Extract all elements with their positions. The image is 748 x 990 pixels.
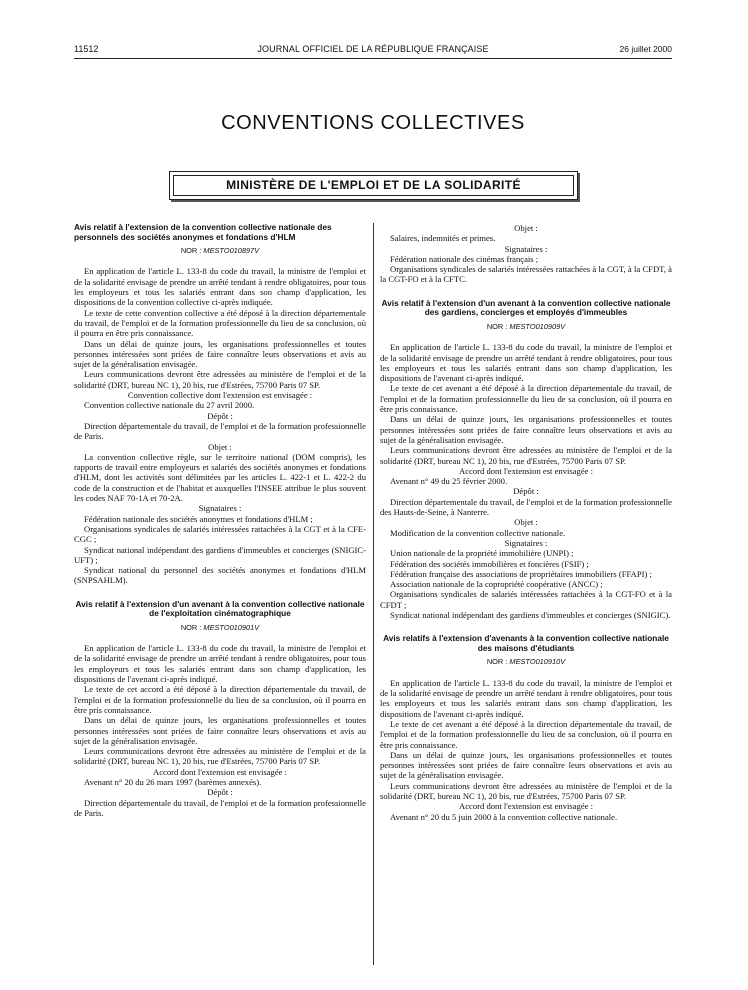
paragraph: Direction départementale du travail, de l'emploi et de la formation professionnelle de Paris. bbox=[74, 420, 366, 442]
signatory: Association nationale de la copropriété coopérative (ANCC) ; bbox=[390, 579, 603, 590]
notice-title: Avis relatifs à l'extension d'avenants à la convention collective nationale des maisons d'étudiants bbox=[383, 633, 669, 653]
paragraph: Le texte de cet accord a été déposé à la direction départementale du travail, de l'emploi et de la formation professionnelle du lieu de sa conclusion, où il pourra en être pris connaissance. bbox=[74, 684, 366, 715]
nor-reference: NOR : MESTO010897V bbox=[180, 246, 260, 256]
subheading: Objet : bbox=[514, 517, 538, 528]
ministry-box bbox=[169, 171, 578, 200]
subheading: Signataires : bbox=[504, 537, 548, 548]
paragraph: Dans un délai de quinze jours, les organisations professionnelles et toutes personnes intéressées sont priées de faire connaître leurs observations et avis au sujet de la généralisation envisagée. bbox=[74, 338, 366, 370]
subheading: Signataires : bbox=[198, 503, 242, 514]
paragraph: Leurs communications devront être adressées au ministère de l'emploi et de la solidarité (DRT, bureau NC 1), 20 bis, rue d'Estrées, 75700 Paris 07 SP. bbox=[74, 746, 366, 767]
signatory: Syndicat national indépendant des gardiens d'immeubles et concierges (SNIGIC). bbox=[390, 609, 671, 620]
subheading: Signataires : bbox=[504, 243, 548, 254]
signatory: Organisations syndicales de salariés intéressées rattachées à la CGT, à la CFDT, à la CGT-FO et à la CFTC. bbox=[380, 264, 672, 285]
section-title: CONVENTIONS COLLECTIVES bbox=[221, 112, 525, 134]
paragraph: Leurs communications devront être adressées au ministère de l'emploi et de la solidarité (DRT, bureau NC 1), 20 bis, rue d'Estrées, 75700 Paris 07 SP. bbox=[74, 369, 366, 390]
signatory: Fédération des sociétés immobilières et foncières (FSIF) ; bbox=[390, 558, 589, 569]
paragraph: Avenant n° 20 du 5 juin 2000 à la convention collective nationale. bbox=[390, 811, 618, 822]
column-left bbox=[74, 223, 366, 818]
subheading: Dépôt : bbox=[207, 410, 233, 421]
subheading: Accord dont l'extension est envisagée : bbox=[459, 801, 593, 812]
paragraph: Leurs communications devront être adressées au ministère de l'emploi et de la solidarité (DRT, bureau NC 1), 20 bis, rue d'Estrées, 75700 Paris 07 SP. bbox=[380, 445, 672, 466]
issue-date: 26 juillet 2000 bbox=[619, 44, 672, 54]
paragraph: Salaires, indemnités et primes. bbox=[390, 233, 496, 244]
subheading: Accord dont l'extension est envisagée : bbox=[459, 465, 593, 476]
subheading: Objet : bbox=[208, 441, 232, 452]
notice-title: Avis relatif à l'extension d'un avenant à la convention collective nationale des gardiens, concierges et employés d'immeubles bbox=[381, 297, 671, 318]
paragraph: Convention collective nationale du 27 avril 2000. bbox=[84, 400, 255, 411]
signatory: Fédération nationale des sociétés anonymes et fondations d'HLM ; bbox=[84, 513, 313, 524]
paragraph: En application de l'article L. 133-8 du code du travail, la ministre de l'emploi et de la solidarité envisage de prendre un arrêté tendant à rendre obligatoires, pour tous les employeurs et tous les salariés entrant dans son champ d'application, les dispositions de l'avenant ci-après indiqué. bbox=[74, 643, 366, 685]
paragraph: Avenant n° 49 du 25 février 2000. bbox=[390, 476, 508, 487]
page-number: 11512 bbox=[74, 44, 99, 54]
subheading: Dépôt : bbox=[207, 787, 233, 798]
paragraph: La convention collective règle, sur le territoire national (DOM compris), les rapports de travail entre employeurs et salariés des sociétés anonymes et fondations d'HLM, dont les activités sont délimitées par les articles L. 422-1 et L. 422-2 du code de la construction et de l'habitat et auxquelles l'INSEE attribue le plus souvent les codes NAF 70-1A et 70-2A. bbox=[74, 451, 366, 504]
header-rule bbox=[74, 58, 672, 59]
paragraph: Dans un délai de quinze jours, les organisations professionnelles et toutes personnes intéressées sont priées de faire connaître leurs observations et avis au sujet de la généralisation envisagée. bbox=[380, 749, 672, 781]
nor-reference: NOR : MESTO010901V bbox=[180, 622, 260, 632]
paragraph: Leurs communications devront être adressées au ministère de l'emploi et de la solidarité (DRT, bureau NC 1), 20 bis, rue d'Estrées, 75700 Paris 07 SP. bbox=[380, 780, 672, 802]
paragraph: Le texte de cet avenant a été déposé à la direction départementale du travail, de l'emploi et de la formation professionnelle du lieu de sa conclusion, où il pourra en être pris connaissance. bbox=[380, 718, 672, 750]
nor-reference: NOR : MESTO010909V bbox=[486, 321, 566, 331]
signatory: Union nationale de la propriété immobilière (UNPI) ; bbox=[390, 548, 574, 559]
signatory: Fédération nationale des cinémas français ; bbox=[390, 253, 539, 264]
paragraph: Dans un délai de quinze jours, les organisations professionnelles et toutes personnes intéressées sont priées de faire connaître leurs observations et avis au sujet de la généralisation envisagée. bbox=[380, 414, 672, 445]
paragraph: Le texte de cette convention collective a été déposé à la direction départementale du travail, de l'emploi et de la formation professionnelle du lieu de sa conclusion, où il pourra en être pris connaissance. bbox=[74, 307, 366, 339]
paragraph: En application de l'article L. 133-8 du code du travail, la ministre de l'emploi et de la solidarité envisage de prendre un arrêté tendant à rendre obligatoires, pour tous les employeurs et tous les salariés entrant dans son champ d'application, les dispositions de l'avenant ci-après indiqué. bbox=[380, 677, 672, 719]
signatory: Organisations syndicales de salariés intéressées rattachées à la CGT et à la CFE-CGC ; bbox=[74, 523, 366, 545]
paragraph: Direction départementale du travail, de l'emploi et de la formation professionnelle des Hauts-de-Seine, à Nanterre. bbox=[380, 496, 672, 518]
subheading: Accord dont l'extension est envisagée : bbox=[153, 766, 287, 777]
paragraph: En application de l'article L. 133-8 du code du travail, la ministre de l'emploi et de la solidarité envisage de prendre un arrêté tendant à rendre obligatoires, pour tous les employeurs et tous les salariés entrant dans son champ d'application, les dispositions de l'avenant ci-après indiqué. bbox=[380, 342, 672, 384]
signatory: Organisations syndicales de salariés intéressées rattachées à la CGT-FO et à la CFDT ; bbox=[380, 589, 672, 610]
paragraph: Avenant n° 20 du 26 mars 1997 (barèmes annexés). bbox=[84, 777, 262, 788]
subheading: Dépôt : bbox=[513, 486, 539, 497]
paragraph: Modification de la convention collective nationale. bbox=[390, 527, 566, 538]
column-right bbox=[380, 223, 672, 822]
signatory: Syndicat national indépendant des gardiens d'immeubles et concierges (SNIGIC-UFT) ; bbox=[74, 544, 366, 565]
paragraph: En application de l'article L. 133-8 du code du travail, la ministre de l'emploi et de la solidarité envisage de prendre un arrêté tendant à rendre obligatoires, pour tous les employeurs et tous les salariés entrant dans son champ d'application, les dispositions de la convention collective ci-après indiquée. bbox=[74, 266, 366, 308]
notice-title: Avis relatif à l'extension d'un avenant à la convention collective nationale de l'exploitation cinématographique bbox=[75, 598, 365, 619]
subheading: Objet : bbox=[514, 223, 538, 233]
ministry-name: MINISTÈRE DE L'EMPLOI ET DE LA SOLIDARITÉ bbox=[173, 175, 574, 196]
running-header bbox=[74, 44, 672, 56]
paragraph: Dans un délai de quinze jours, les organisations professionnelles et toutes personnes intéressées sont priées de faire connaître leurs observations et avis au sujet de la généralisation envisagée. bbox=[74, 715, 366, 746]
nor-reference: NOR : MESTO010910V bbox=[486, 657, 566, 667]
paragraph: Le texte de cet avenant a été déposé à la direction départementale du travail, de l'emploi et de la formation professionnelle du lieu de sa conclusion, où il pourra en être pris connaissance. bbox=[380, 383, 672, 415]
column-divider bbox=[373, 223, 374, 965]
journal-title: JOURNAL OFFICIEL DE LA RÉPUBLIQUE FRANÇAISE bbox=[257, 44, 489, 54]
signatory: Syndicat national du personnel des sociétés anonymes et fondations d'HLM (SNPSAHLM). bbox=[74, 565, 366, 586]
signatory: Fédération française des associations de propriétaires immobiliers (FFAPI) ; bbox=[390, 568, 652, 579]
notice-title: Avis relatif à l'extension de la convention collective nationale des personnels des sociétés anonymes et fondations d'HLM bbox=[74, 222, 332, 242]
subheading: Convention collective dont l'extension est envisagée : bbox=[127, 390, 313, 401]
paragraph: Direction départementale du travail, de l'emploi et de la formation professionnelle de Paris. bbox=[74, 797, 366, 818]
